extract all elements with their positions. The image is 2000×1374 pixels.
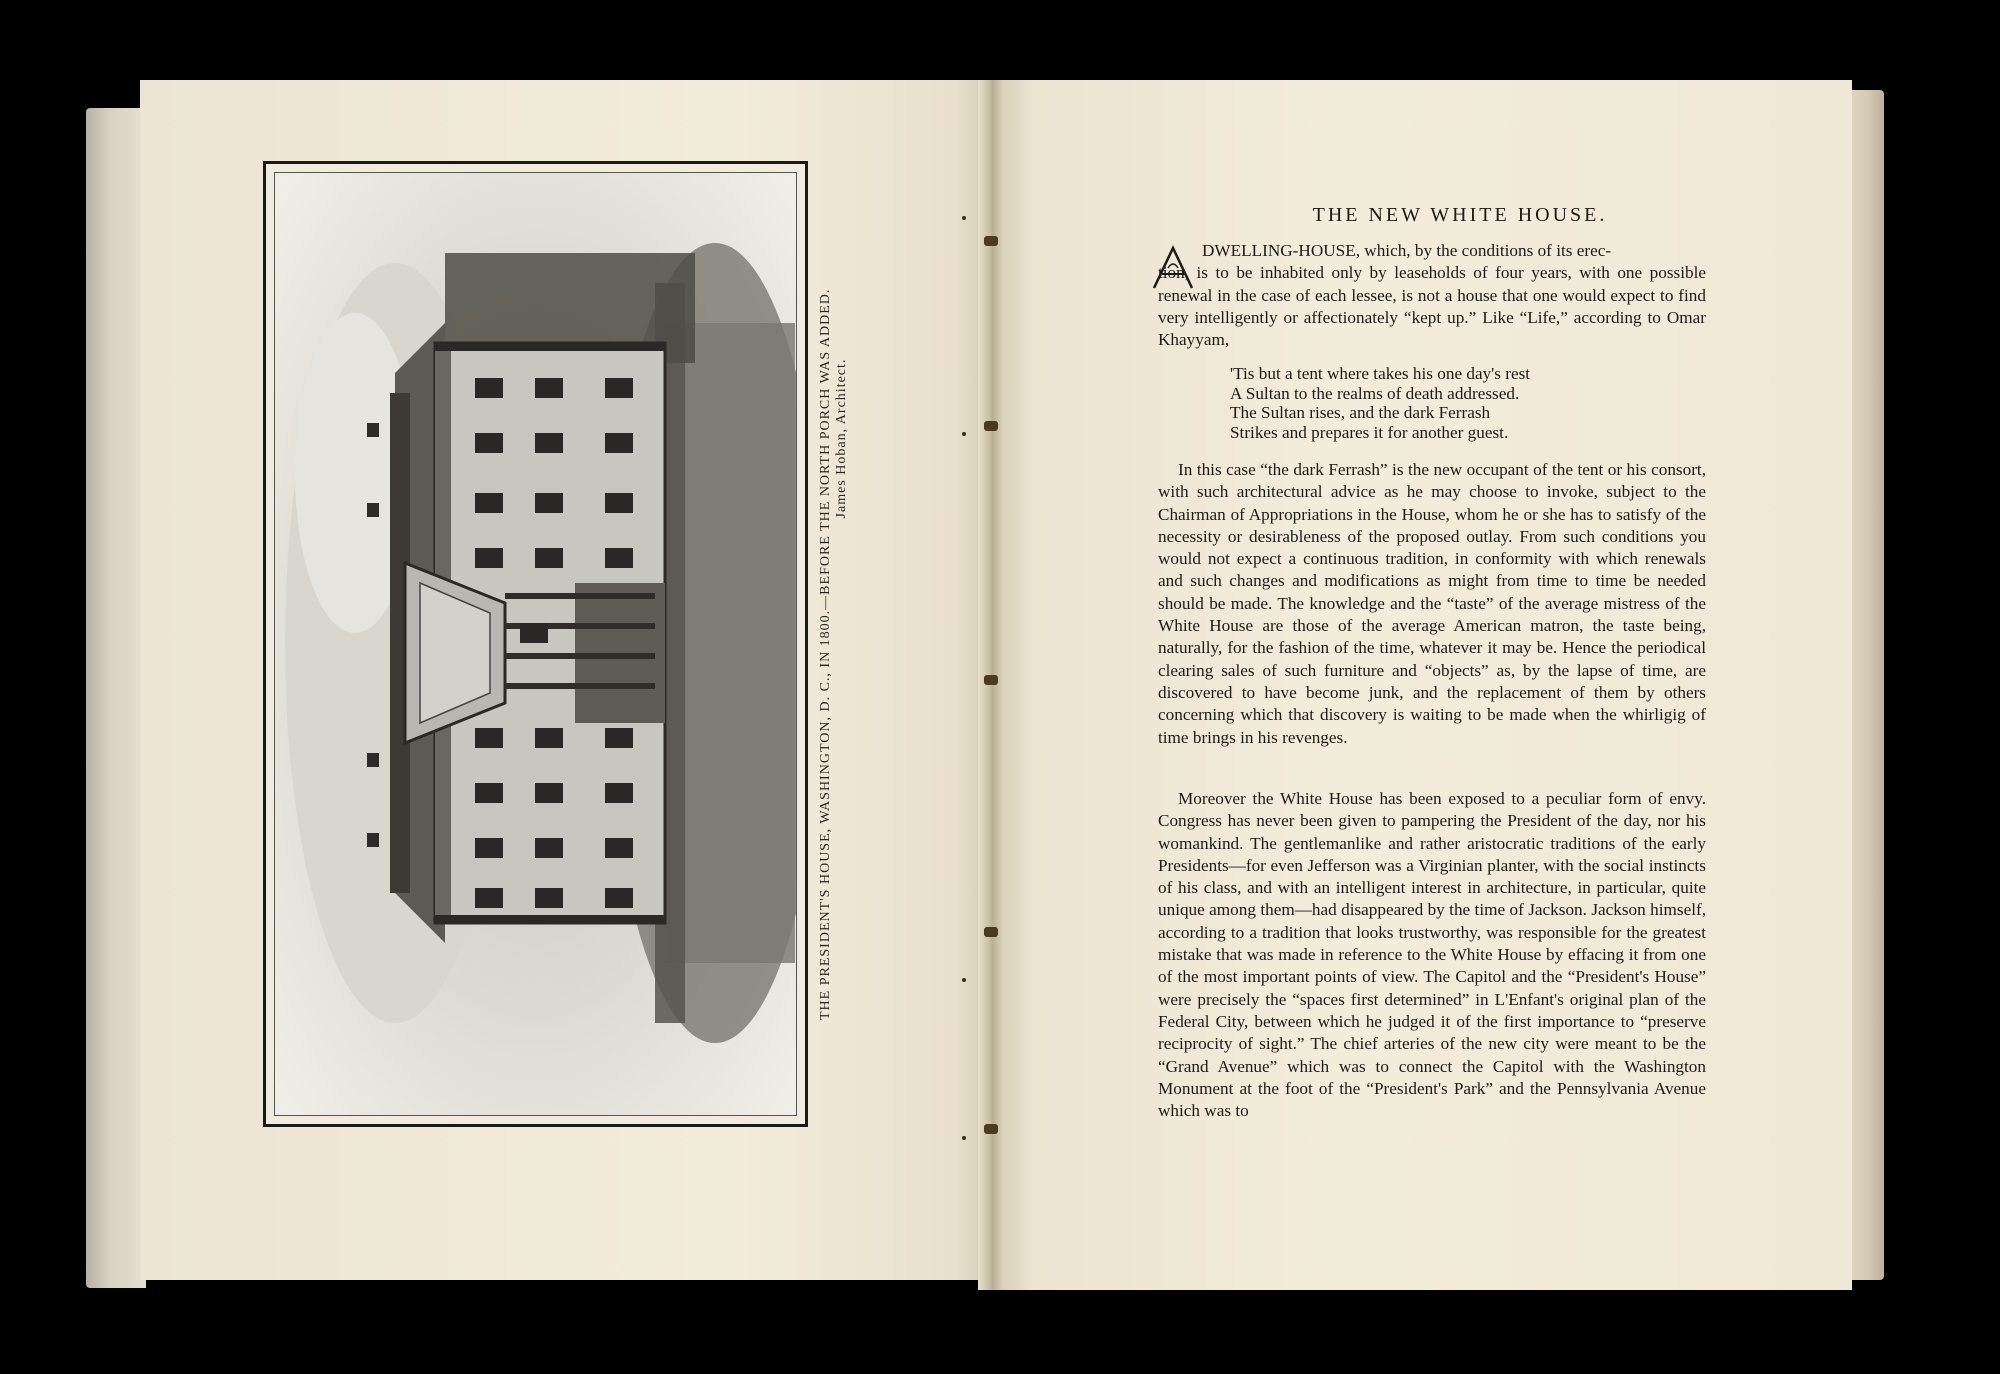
white-house-illustration [275,173,797,1116]
paragraph-3: Moreover the White House has been exposed to a peculiar form of envy. Congress has never been given to pampering the President of the day, nor his womankind. The gentlemanlike and rather aristocratic traditions of the early Presidents—for even Jefferson was a Virginian planter, with the social instincts of his class, and with an intelligent interest in architecture, in particular, quite unique among them—had disappeared by the time of Jackson. Jackson himself, according to a tradition that looks trustworthy, was responsible for the greatest mistake that was made in reference to the White House by effacing it from one of the most important points of view. The Capitol and the “President's House” were precisely the “spaces first determined” in L'Enfant's original plan of the Federal City, between which he judged it of the first importance to “preserve reciprocity of sight.” The chief arteries of the new city were meant to be the “Grand Avenue” which was to connect the Capitol with the Washington Monument at the foot of the “President's Park” and the Pennsylvania Avenue which was to [1158,789,1706,1121]
paragraph-1-first-line: DWELLING-HOUSE, which, by the conditions of its erec- [1202,241,1612,260]
binding-stitch [984,675,998,685]
binding-hole [962,216,966,220]
verse-line: 'Tis but a tent where takes his one day's rest [1230,364,1531,383]
verse-line: The Sultan rises, and the dark Ferrash [1230,403,1491,422]
binding-stitch [984,236,998,246]
binding-hole [962,978,966,982]
paragraph-1-body: tion, is to be inhabited only by leaseholds of four years, with one possible renewal in the case of each lessee, is not a house that one would expect to find very intelligently or affectionately “kept up.” Like “Life,” according to Omar Khayyam, [1158,263,1706,350]
left-page-stack [86,108,146,1288]
binding-stitch [984,421,998,431]
quoted-verse [1230,364,1670,442]
verse-line: A Sultan to the realms of death addressed. [1230,383,1520,403]
article-title: THE NEW WHITE HOUSE. [1312,204,1608,226]
binding-hole [962,432,966,436]
verse-line: Strikes and prepares it for another guest. [1230,422,1509,442]
white-house-engraving [274,172,797,1116]
plate-caption [818,289,850,1020]
book-gutter [978,80,1004,1290]
paragraph-2: In this case “the dark Ferrash” is the new occupant of the tent or his consort, with such architectural advice as he may choose to invoke, subject to the Chairman of Appropriations in the House, whom he or she has to satisfy of the necessity or desirableness of the proposed outlay. From such conditions you would not expect a continuous tradition, in conformity with which renewals and such changes and modifications as might from time to time be needed should be made. The knowledge and the “taste” of the average mistress of the White House are those of the average American matron, the taste being, naturally, for the fashion of the time, whatever it may be. Hence the periodical clearing sales of such furniture and “objects” as, by the lapse of time, are discovered to have become junk, and the replacement of them by others concerning which that discovery is waiting to be made when the whirligig of time brings in his revenges. [1158,460,1706,747]
plate-frame [263,161,808,1127]
plate-caption-title: THE PRESIDENT'S HOUSE, WASHINGTON, D. C., IN 1800.—BEFORE THE NORTH PORCH WAS ADDED. [818,288,833,1020]
paragraph-1 [1158,240,1706,351]
binding-stitch [984,1124,998,1134]
plate-caption-credit: James Hoban, Architect. [834,358,849,519]
binding-hole [962,1136,966,1140]
binding-stitch [984,927,998,937]
